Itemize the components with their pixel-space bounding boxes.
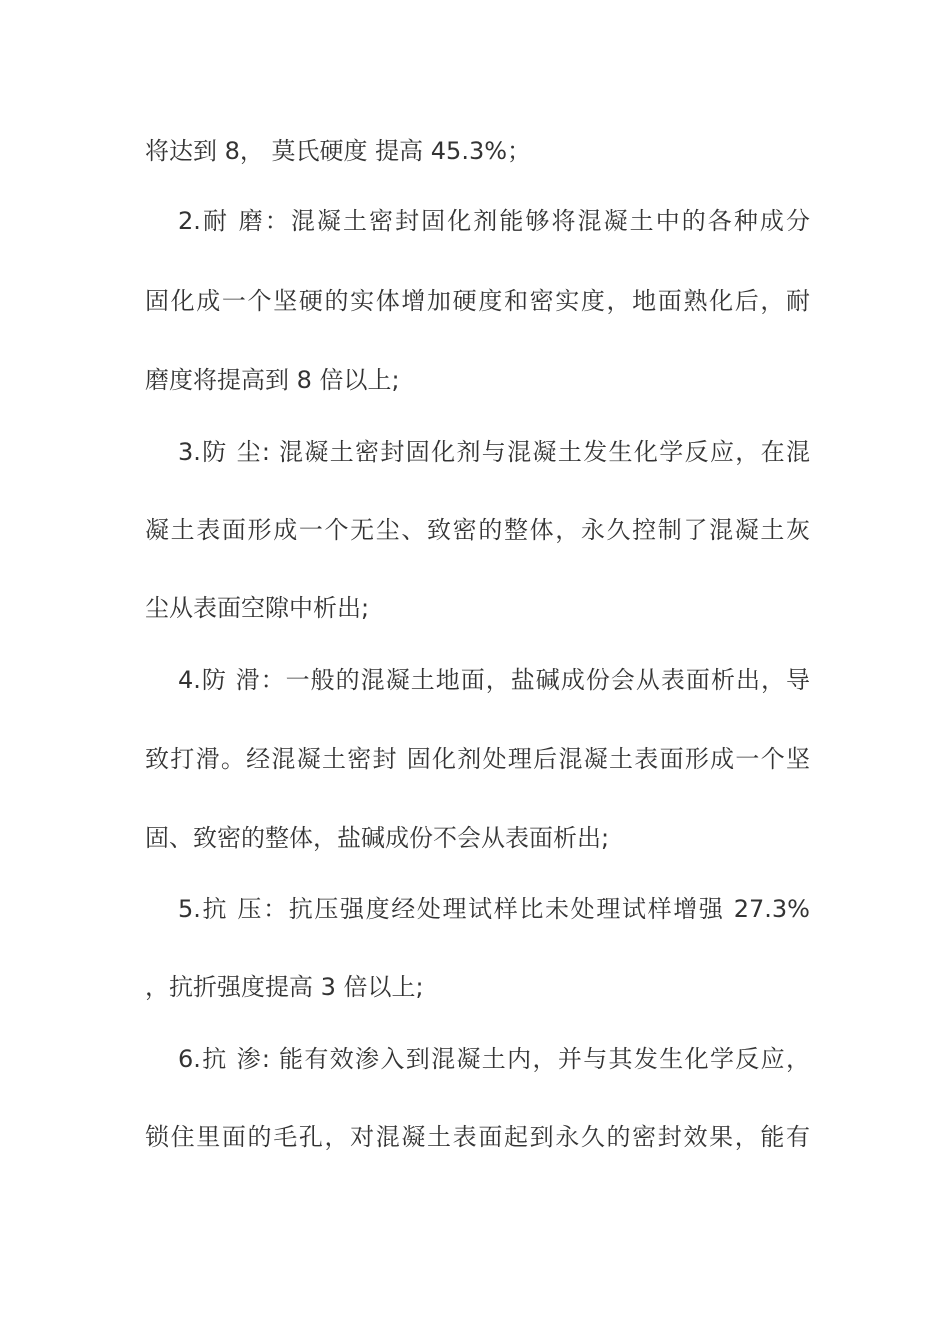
text-line-13: 6.抗 渗: 能有效渗入到混凝土内，并与其发生化学反应， — [178, 1045, 810, 1073]
text-line-14: 锁住里面的毛孔，对混凝土表面起到永久的密封效果，能有 — [145, 1123, 810, 1151]
text-line-3: 固化成一个坚硬的实体增加硬度和密实度，地面熟化后，耐 — [145, 287, 810, 315]
text-line-10: 固、致密的整体，盐碱成份不会从表面析出; — [145, 824, 610, 852]
text-line-8: 4.防 滑：一般的混凝土地面，盐碱成份会从表面析出，导 — [178, 666, 810, 694]
text-line-5: 3.防 尘: 混凝土密封固化剂与混凝土发生化学反应，在混 — [178, 438, 810, 466]
text-line-2: 2.耐 磨：混凝土密封固化剂能够将混凝土中的各种成分 — [178, 207, 810, 235]
text-line-11: 5.抗 压：抗压强度经处理试样比未处理试样增强 27.3% — [178, 895, 810, 923]
text-line-9: 致打滑。经混凝土密封 固化剂处理后混凝土表面形成一个坚 — [145, 745, 810, 773]
text-line-4: 磨度将提高到 8 倍以上; — [145, 366, 400, 394]
text-line-12: ，抗折强度提高 3 倍以上; — [145, 973, 424, 1001]
text-line-6: 凝土表面形成一个无尘、致密的整体，永久控制了混凝土灰 — [145, 516, 810, 544]
text-line-7: 尘从表面空隙中析出; — [145, 594, 370, 622]
text-line-1: 将达到 8， 莫氏硬度 提高 45.3%； — [145, 137, 532, 165]
